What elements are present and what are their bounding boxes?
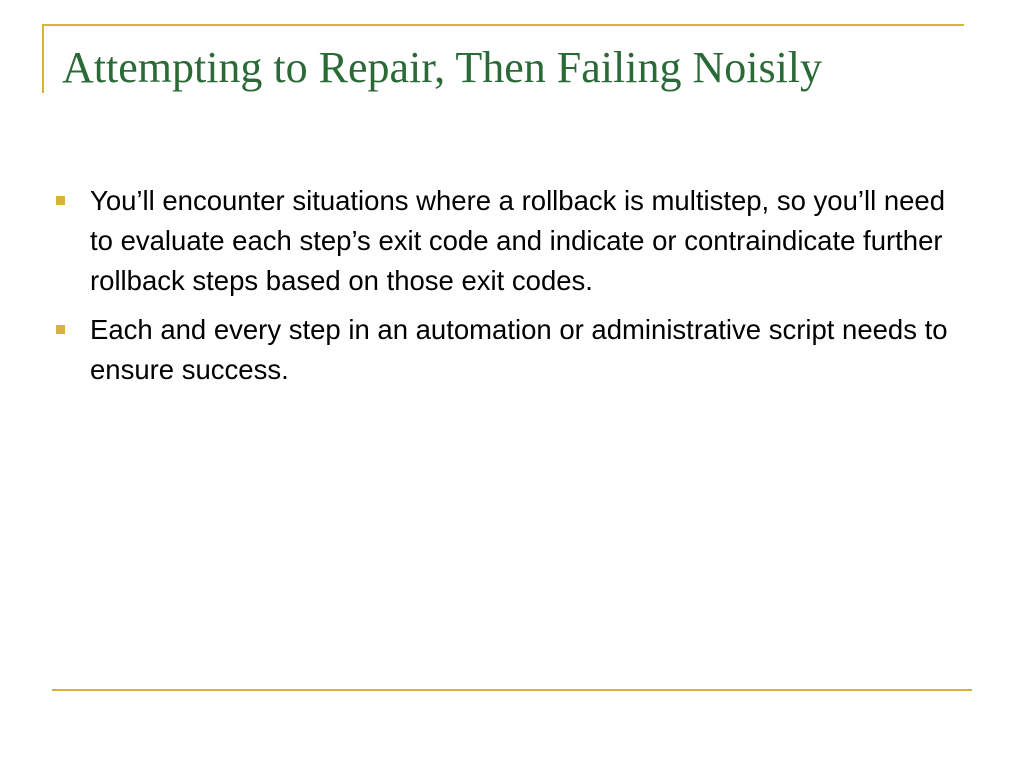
square-bullet-icon bbox=[56, 325, 65, 334]
bottom-accent-line bbox=[52, 689, 972, 691]
bullet-list bbox=[50, 181, 950, 399]
bullet-text: Each and every step in an automation or administrative script needs to ensure success. bbox=[90, 314, 948, 385]
left-accent-line bbox=[42, 26, 44, 93]
top-accent-line bbox=[42, 24, 964, 26]
square-bullet-icon bbox=[56, 196, 65, 205]
bullet-text: You’ll encounter situations where a rollback is multistep, so you’ll need to evaluate each step’s exit code and indicate or contraindicate further rollback steps based on those exit codes. bbox=[90, 185, 946, 296]
list-item bbox=[50, 181, 950, 301]
list-item bbox=[50, 310, 950, 390]
slide-title: Attempting to Repair, Then Failing Noisily bbox=[62, 43, 823, 92]
